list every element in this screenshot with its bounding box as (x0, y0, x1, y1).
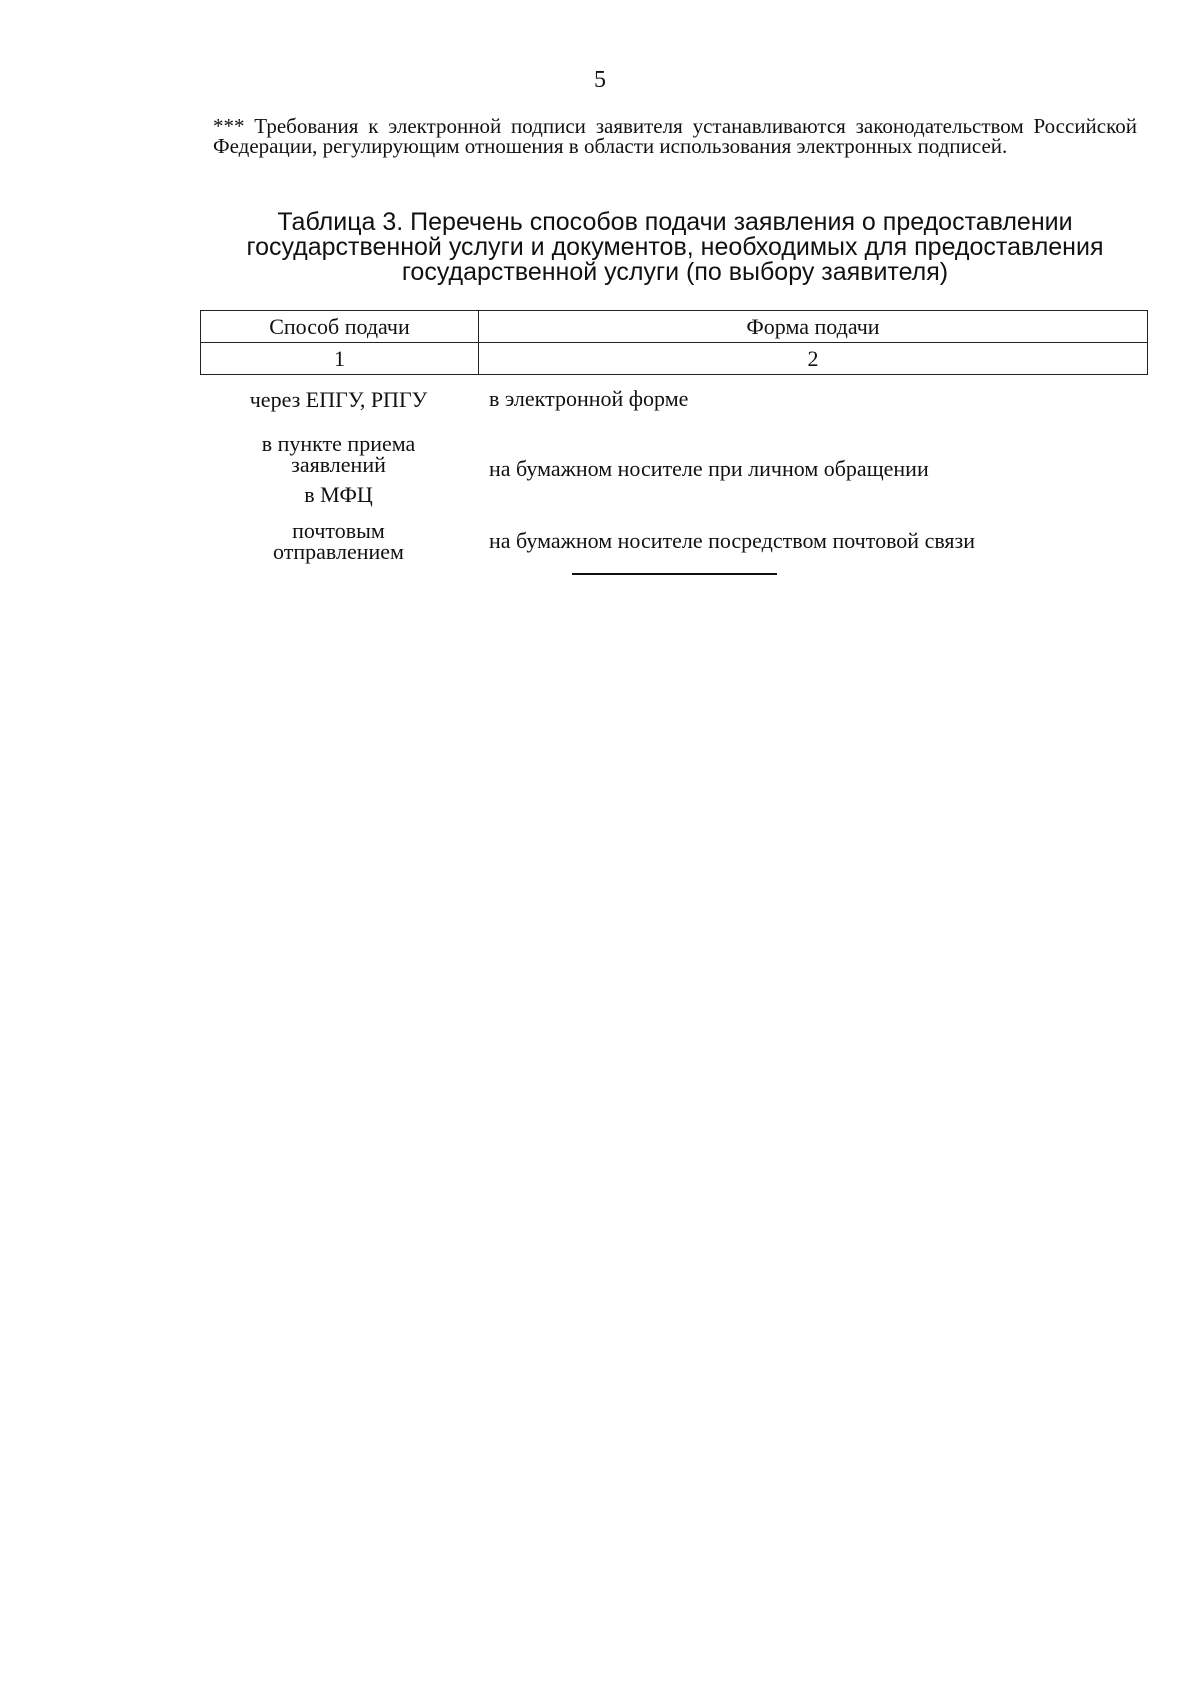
table-header-row (201, 311, 1148, 343)
page-number: 5 (594, 67, 606, 93)
table-title-line: государственной услуги и документов, необходимых для предоставления (246, 233, 1104, 261)
column-number-1: 1 (201, 343, 479, 375)
form-cell: в электронной форме (489, 386, 689, 411)
method-text: почтовым (292, 518, 385, 543)
table-row (200, 520, 1148, 562)
method-text: в МФЦ (304, 482, 373, 507)
table-row (200, 378, 1148, 420)
table-header (200, 310, 1148, 375)
footnote: *** Требования к электронной подписи заявителя устанавливаются законодательством Российской Федерации, регулирующим отношения в области использования электронных подписей. (213, 114, 1137, 158)
table-row (200, 420, 1148, 518)
form-cell: на бумажном носителе при личном обращении (489, 456, 929, 481)
column-number-2: 2 (479, 343, 1148, 375)
method-text: через ЕПГУ, РПГУ (249, 386, 428, 412)
end-divider (572, 573, 777, 575)
form-cell: на бумажном носителе посредством почтовой связи (489, 528, 976, 553)
table-column-numbers-row (201, 343, 1148, 375)
method-cell (200, 386, 477, 412)
table-title-line: Таблица 3. Перечень способов подачи заявления о предоставлении (277, 208, 1073, 236)
method-text: в пункте приема (261, 431, 416, 456)
table-body (200, 378, 1148, 562)
header-method: Способ подачи (201, 311, 479, 343)
method-cell (200, 433, 477, 505)
method-text: заявлений (291, 452, 386, 477)
table-title-line: государственной услуги (по выбору заявителя) (401, 258, 949, 286)
header-form: Форма подачи (479, 311, 1148, 343)
table-title (200, 210, 1150, 285)
method-cell (200, 520, 477, 562)
method-text: отправлением (273, 539, 404, 564)
